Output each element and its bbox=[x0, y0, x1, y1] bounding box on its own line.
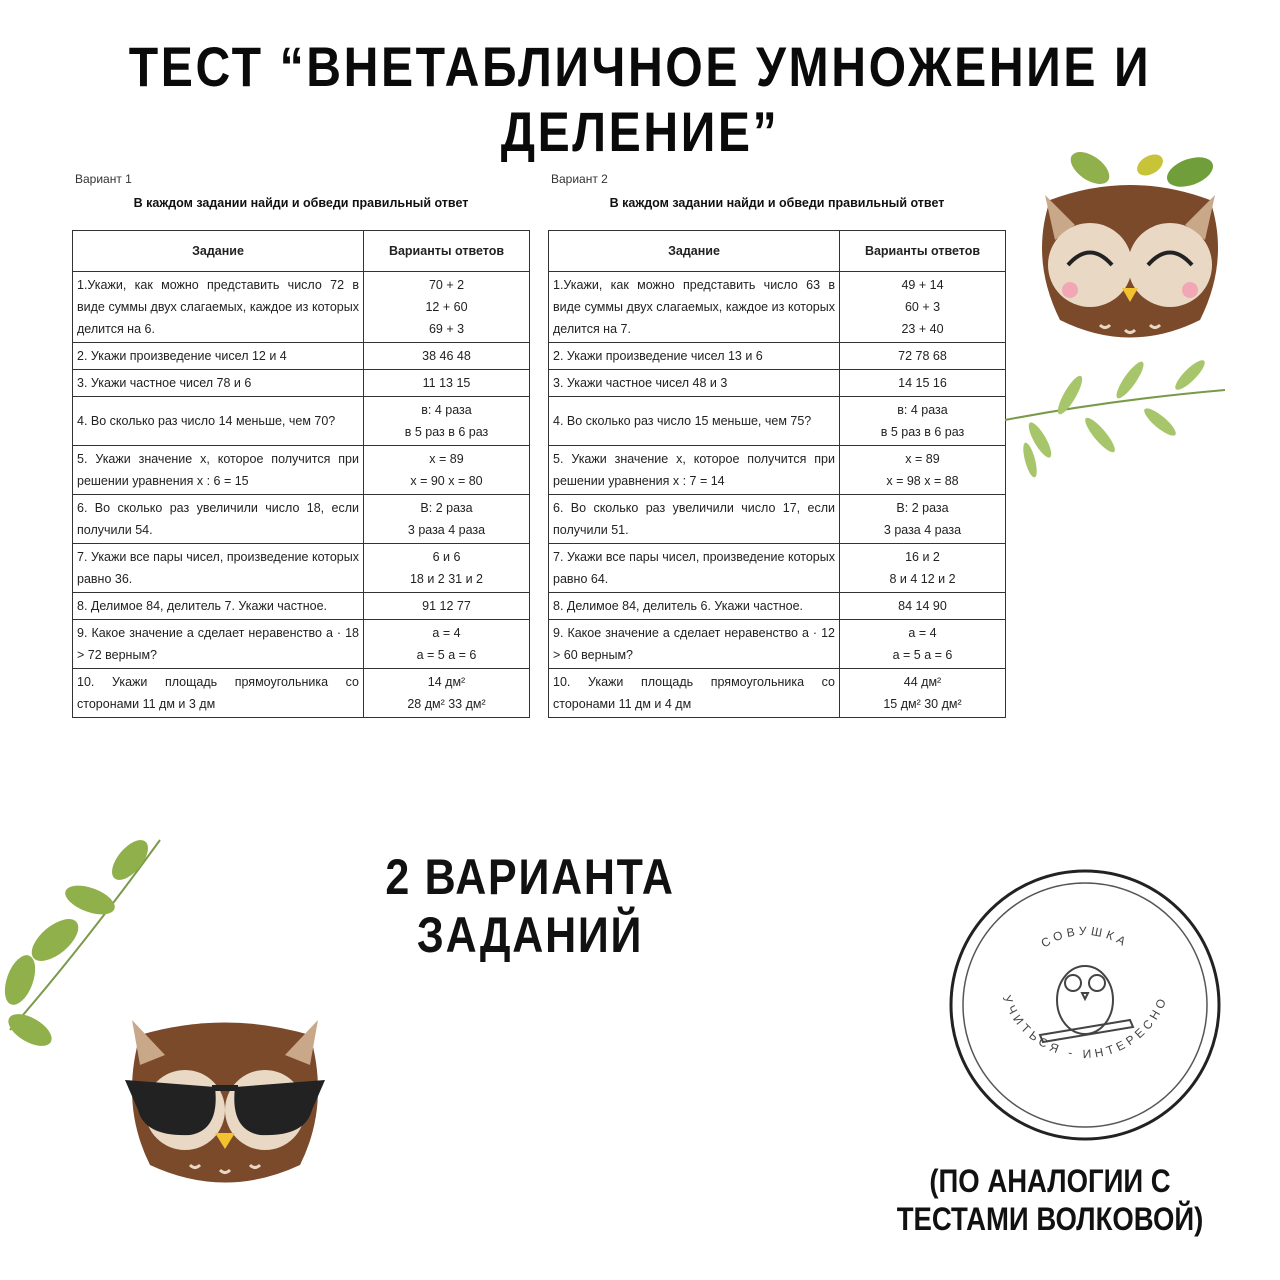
answer-option[interactable]: 28 дм² 33 дм² bbox=[407, 697, 486, 711]
answers-cell bbox=[840, 620, 1006, 669]
answers-cell bbox=[364, 495, 530, 544]
answer-option[interactable]: х = 98 х = 88 bbox=[886, 474, 959, 488]
table-row bbox=[73, 544, 530, 593]
answers-cell bbox=[840, 593, 1006, 620]
task-cell: 2. Укажи произведение чисел 13 и 6 bbox=[549, 343, 840, 370]
answer-option[interactable]: в 5 раз в 6 раз bbox=[404, 425, 489, 439]
answer-option[interactable]: 6 и 6 bbox=[432, 550, 461, 564]
answer-option[interactable]: в: 4 раза bbox=[897, 403, 948, 417]
answers-cell bbox=[364, 272, 530, 343]
instruction: В каждом задании найди и обведи правильный ответ bbox=[609, 196, 945, 210]
table-row bbox=[549, 495, 1006, 544]
instruction: В каждом задании найди и обведи правильный ответ bbox=[133, 196, 469, 210]
owl-sunglasses-illustration bbox=[120, 1015, 330, 1195]
task-cell: 3. Укажи частное чисел 48 и 3 bbox=[549, 370, 840, 397]
table-row bbox=[549, 620, 1006, 669]
table-row bbox=[73, 446, 530, 495]
table-row bbox=[549, 593, 1006, 620]
answers-cell bbox=[840, 370, 1006, 397]
col-header-answers: Варианты ответов bbox=[364, 231, 530, 272]
table-row bbox=[73, 343, 530, 370]
table-row bbox=[73, 593, 530, 620]
answer-option[interactable]: 69 + 3 bbox=[428, 322, 465, 336]
table-row bbox=[73, 620, 530, 669]
table-row bbox=[73, 669, 530, 718]
answer-option[interactable]: 70 + 2 bbox=[428, 278, 465, 292]
answer-option[interactable]: 44 дм² bbox=[903, 675, 942, 689]
answer-option[interactable]: а = 4 bbox=[908, 626, 937, 640]
task-cell: 7. Укажи все пары чисел, произведение которых равно 64. bbox=[549, 544, 840, 593]
answer-option[interactable]: а = 5 а = 6 bbox=[416, 648, 477, 662]
footnote: (ПО АНАЛОГИИ С ТЕСТАМИ ВОЛКОВОЙ) bbox=[896, 1163, 1204, 1237]
table-row bbox=[73, 370, 530, 397]
answer-option[interactable]: 38 46 48 bbox=[422, 349, 471, 363]
answer-option[interactable]: х = 89 bbox=[429, 452, 464, 466]
task-cell: 5. Укажи значение х, которое получится при решении уравнения х : 7 = 14 bbox=[549, 446, 840, 495]
task-cell: 7. Укажи все пары чисел, произведение которых равно 36. bbox=[73, 544, 364, 593]
task-cell: 4. Во сколько раз число 14 меньше, чем 70? bbox=[73, 397, 364, 446]
answer-option[interactable]: х = 90 х = 80 bbox=[410, 474, 483, 488]
answers-cell bbox=[364, 669, 530, 718]
test-table bbox=[548, 230, 1006, 718]
page-title: ТЕСТ “ВНЕТАБЛИЧНОЕ УМНОЖЕНИЕ И ДЕЛЕНИЕ” bbox=[128, 35, 1152, 163]
svg-text:СОВУШКА bbox=[1038, 924, 1131, 950]
owl-icon bbox=[1040, 966, 1133, 1042]
answer-option[interactable]: 72 78 68 bbox=[898, 349, 947, 363]
task-cell: 5. Укажи значение х, которое получится при решении уравнения х : 6 = 15 bbox=[73, 446, 364, 495]
table-row bbox=[73, 495, 530, 544]
task-cell: 4. Во сколько раз число 15 меньше, чем 75? bbox=[549, 397, 840, 446]
answer-option[interactable]: 14 дм² bbox=[427, 675, 466, 689]
answers-cell bbox=[364, 446, 530, 495]
table-row bbox=[549, 397, 1006, 446]
branch-right-illustration bbox=[1000, 350, 1230, 490]
answer-option[interactable]: 84 14 90 bbox=[898, 599, 947, 613]
variant-1-block bbox=[72, 172, 530, 718]
answers-cell bbox=[840, 495, 1006, 544]
task-cell: 10. Укажи площадь прямоугольника со сторонами 11 дм и 3 дм bbox=[73, 669, 364, 718]
answer-option[interactable]: 8 и 4 12 и 2 bbox=[889, 572, 956, 586]
table-row bbox=[549, 343, 1006, 370]
table-row bbox=[73, 397, 530, 446]
answer-option[interactable]: В: 2 раза bbox=[896, 501, 949, 515]
answer-option[interactable]: 14 15 16 bbox=[898, 376, 947, 390]
answer-option[interactable]: 12 + 60 bbox=[425, 300, 468, 314]
answer-option[interactable]: 49 + 14 bbox=[901, 278, 944, 292]
answer-option[interactable]: 3 раза 4 раза bbox=[407, 523, 486, 537]
task-cell: 8. Делимое 84, делитель 7. Укажи частное. bbox=[73, 593, 364, 620]
answers-cell bbox=[840, 669, 1006, 718]
answers-cell bbox=[364, 397, 530, 446]
answers-cell bbox=[840, 397, 1006, 446]
task-cell: 1.Укажи, как можно представить число 63 в виде суммы двух слагаемых, каждое из которых делится на 7. bbox=[549, 272, 840, 343]
variant-label: Вариант 2 bbox=[551, 172, 608, 186]
variant-2-block bbox=[548, 172, 1006, 718]
answers-cell bbox=[364, 544, 530, 593]
task-cell: 6. Во сколько раз увеличили число 18, если получили 54. bbox=[73, 495, 364, 544]
task-cell: 3. Укажи частное чисел 78 и 6 bbox=[73, 370, 364, 397]
test-table bbox=[72, 230, 530, 718]
answers-cell bbox=[840, 343, 1006, 370]
answer-option[interactable]: 60 + 3 bbox=[904, 300, 941, 314]
answers-cell bbox=[364, 343, 530, 370]
answer-option[interactable]: 16 и 2 bbox=[905, 550, 940, 564]
answer-option[interactable]: а = 5 а = 6 bbox=[892, 648, 953, 662]
answer-option[interactable]: В: 2 раза bbox=[420, 501, 473, 515]
stamp-top-text: СОВУШКА bbox=[1038, 923, 1132, 951]
answer-option[interactable]: а = 4 bbox=[432, 626, 461, 640]
answer-option[interactable]: 23 + 40 bbox=[901, 322, 944, 336]
answer-option[interactable]: 15 дм² 30 дм² bbox=[883, 697, 962, 711]
answer-option[interactable]: 3 раза 4 раза bbox=[883, 523, 962, 537]
task-cell: 9. Какое значение а сделает неравенство а · 12 > 60 верным? bbox=[549, 620, 840, 669]
answer-option[interactable]: 18 и 2 31 и 2 bbox=[409, 572, 484, 586]
table-row bbox=[549, 669, 1006, 718]
answers-cell bbox=[840, 544, 1006, 593]
task-cell: 8. Делимое 84, делитель 6. Укажи частное. bbox=[549, 593, 840, 620]
table-row bbox=[549, 544, 1006, 593]
answers-cell bbox=[840, 272, 1006, 343]
answer-option[interactable]: х = 89 bbox=[905, 452, 940, 466]
answer-option[interactable]: 91 12 77 bbox=[422, 599, 471, 613]
stamp-bottom-text: УЧИТЬСЯ - ИНТЕРЕСНО bbox=[999, 993, 1171, 1062]
task-cell: 9. Какое значение а сделает неравенство а · 18 > 72 верным? bbox=[73, 620, 364, 669]
col-header-task: Задание bbox=[549, 231, 840, 272]
stamp-logo bbox=[945, 865, 1225, 1145]
col-header-answers: Варианты ответов bbox=[840, 231, 1006, 272]
table-row bbox=[549, 446, 1006, 495]
table-row bbox=[73, 272, 530, 343]
answer-option[interactable]: в 5 раз в 6 раз bbox=[880, 425, 965, 439]
answers-cell bbox=[364, 593, 530, 620]
table-row bbox=[549, 370, 1006, 397]
task-cell: 2. Укажи произведение чисел 12 и 4 bbox=[73, 343, 364, 370]
answer-option[interactable]: в: 4 раза bbox=[421, 403, 472, 417]
table-row bbox=[549, 272, 1006, 343]
variant-label: Вариант 1 bbox=[75, 172, 132, 186]
task-cell: 1.Укажи, как можно представить число 72 в виде суммы двух слагаемых, каждое из которых делится на 6. bbox=[73, 272, 364, 343]
col-header-task: Задание bbox=[73, 231, 364, 272]
answers-cell bbox=[840, 446, 1006, 495]
answers-cell bbox=[364, 370, 530, 397]
task-cell: 6. Во сколько раз увеличили число 17, если получили 51. bbox=[549, 495, 840, 544]
task-cell: 10. Укажи площадь прямоугольника со сторонами 11 дм и 4 дм bbox=[549, 669, 840, 718]
answer-option[interactable]: 11 13 15 bbox=[422, 376, 471, 390]
answers-cell bbox=[364, 620, 530, 669]
owl-happy-illustration bbox=[1030, 140, 1230, 360]
subtitle: 2 ВАРИАНТА ЗАДАНИЙ bbox=[385, 849, 675, 963]
